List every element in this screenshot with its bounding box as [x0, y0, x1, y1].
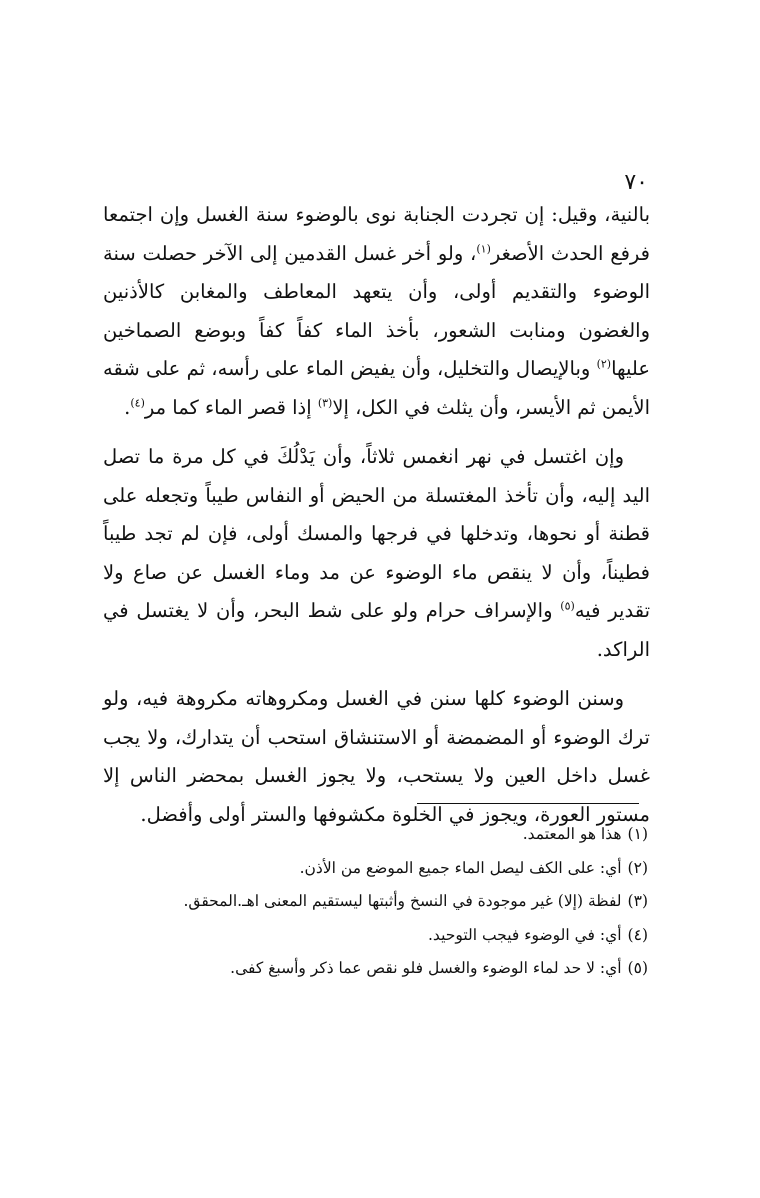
- footnote-text: أي: على الكف ليصل الماء جميع الموضع من الأذن.: [299, 858, 622, 877]
- text-segment: وإن اغتسل في نهر انغمس ثلاثاً، وأن يَدْلُكَ في كل مرة ما تصل اليد إليه، وأن تأخذ المغتسلة من الحيض أو النفاس طيباً وتجعله على قطنة أو نحوها، وتدخلها في فرجها والمسك أولى، فإن لم تجد طيباً فطيناً، وأن لا ينقص ماء الوضوء عن مد وماء الغسل عن صاع ولا تقدير فيه: [103, 445, 650, 622]
- paragraph-2: [103, 438, 650, 669]
- text-segment: بالنية، وقيل: إن تجردت الجنابة نوى بالوضوء سنة الغسل وإن اجتمعا فرفع الحدث الأصغر: [103, 203, 651, 265]
- footnote-text: أي: لا حد لماء الوضوء والغسل فلو نقص عما ذكر وأسبغ كفى.: [230, 959, 622, 977]
- footnote-text: أي: في الوضوء فيجب التوحيد.: [428, 925, 622, 944]
- text-segment: إذا قصر الماء كما مر: [144, 395, 318, 419]
- footnote-ref-3: (٣): [317, 396, 333, 409]
- paragraph-3: [103, 680, 650, 834]
- footnote-number: (٤): [627, 925, 648, 944]
- footnote-number: (١): [627, 825, 648, 843]
- footnote-text: لفظة (إلا) غير موجودة في النسخ وأثبتها ليستقيم المعنى اهـ.المحقق.: [183, 892, 622, 910]
- text-segment: .: [124, 395, 131, 419]
- footnote-number: (٣): [627, 892, 648, 910]
- text-segment: وبالإيصال والتخليل، وأن يفيض الماء على رأسه، ثم على شقه الأيمن ثم الأيسر، وأن يثلث في الكل، إلا: [103, 357, 650, 419]
- page-number: ٧٠: [624, 170, 648, 195]
- footnote-number: (٥): [627, 959, 648, 977]
- main-text: [103, 196, 650, 845]
- footnote-divider: [417, 803, 639, 804]
- footnote-ref-4: (٤): [130, 396, 145, 409]
- footnote-ref-5: (٥): [560, 599, 575, 613]
- footnote-text: هذا هو المعتمد.: [522, 825, 622, 843]
- footnote-number: (٢): [627, 858, 648, 877]
- footnote-3: [88, 885, 648, 919]
- footnote-4: [88, 919, 648, 953]
- paragraph-1: [103, 196, 650, 427]
- footnote-ref-1: (١): [476, 242, 491, 255]
- footnote-5: [88, 952, 648, 986]
- text-segment: والإسراف حرام ولو على شط البحر، وأن لا يغتسل في الراكد.: [103, 599, 650, 661]
- footnote-1: [88, 818, 648, 852]
- text-segment: ، ولو أخر غسل القدمين إلى الآخر حصلت سنة الوضوء والتقديم أولى، وأن يتعهد المعاطف والمغابن كالأذنين والغضون ومنابت الشعور، بأخذ الماء كفاً كفاً وبوضع الصماخين عليها: [103, 241, 650, 380]
- footnote-ref-2: (٢): [596, 357, 612, 371]
- footnotes: [88, 818, 648, 986]
- footnote-2: [88, 852, 648, 886]
- text-segment: وسنن الوضوء كلها سنن في الغسل ومكروهاته مكروهة فيه، ولو ترك الوضوء أو المضمضة أو الاستنشاق استحب أن يتدارك، ولا يجب غسل داخل العين ولا يستحب، ولا يجوز الغسل بمحضر الناس إلا مستور العورة، ويجوز في الخلوة مكشوفها والستر أولى وأفضل.: [103, 687, 650, 826]
